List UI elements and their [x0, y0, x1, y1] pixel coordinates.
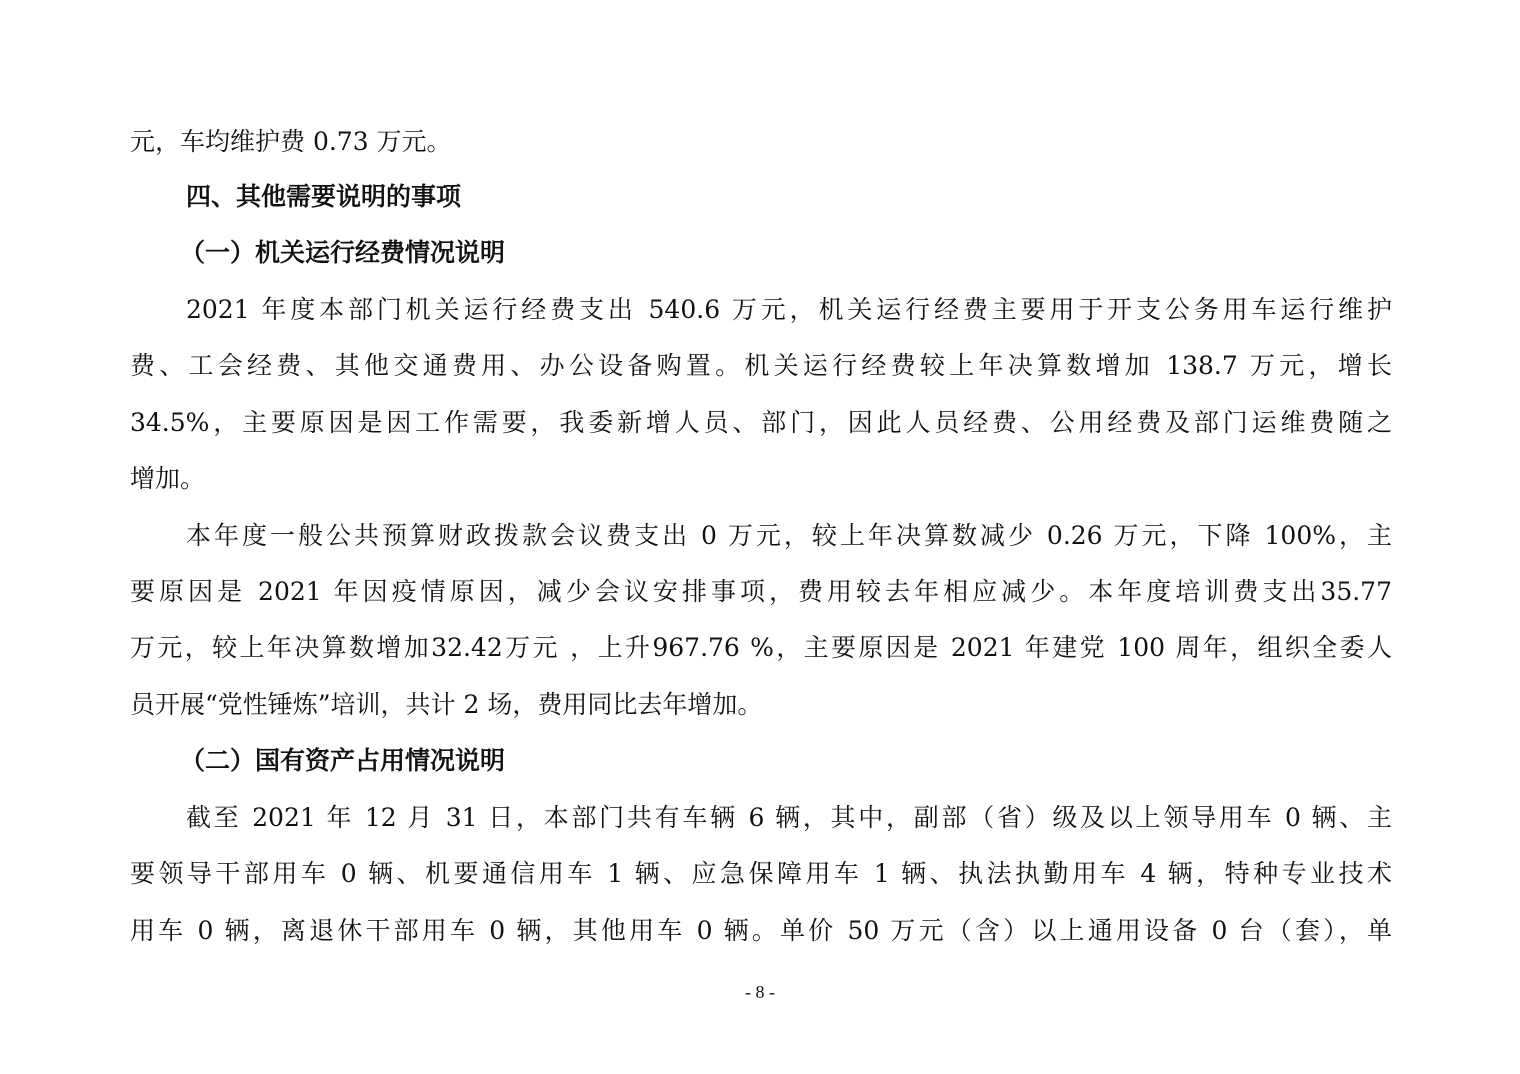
paragraph-line: 34.5%，主要原因是因工作需要，我委新增人员、部门，因此人员经费、公用经费及部门运维费随之: [130, 408, 1392, 437]
paragraph-line: 增加。: [130, 464, 206, 493]
page-number: - 8 -: [745, 982, 775, 1002]
subsection-heading: （二）国有资产占用情况说明: [180, 746, 506, 775]
paragraph-line: 要领导干部用车 0 辆、机要通信用车 1 辆、应急保障用车 1 辆、执法执勤用车 4 辆，特种专业技术: [130, 859, 1392, 888]
paragraph-line: 用车 0 辆，离退休干部用车 0 辆，其他用车 0 辆。单价 50 万元（含）以上通用设备 0 台（套），单: [130, 916, 1392, 945]
paragraph-line: 本年度一般公共预算财政拨款会议费支出 0 万元，较上年决算数减少 0.26 万元，下降 100%，主: [186, 521, 1392, 550]
paragraph-line: 万元，较上年决算数增加32.42万元 ，上升967.76 %，主要原因是 2021 年建党 100 周年，组织全委人: [130, 633, 1392, 662]
paragraph-line: 员开展“党性锤炼”培训，共计 2 场，费用同比去年增加。: [130, 690, 763, 719]
paragraph-line: 要原因是 2021 年因疫情原因，减少会议安排事项，费用较去年相应减少。本年度培训费支出35.77: [130, 577, 1392, 606]
paragraph-line: 截至 2021 年 12 月 31 日，本部门共有车辆 6 辆，其中，副部（省）级及以上领导用车 0 辆、主: [186, 803, 1392, 832]
paragraph-line: 费、工会经费、其他交通费用、办公设备购置。机关运行经费较上年决算数增加 138.7 万元，增长: [130, 351, 1392, 380]
paragraph-line: 2021 年度本部门机关运行经费支出 540.6 万元，机关运行经费主要用于开支公务用车运行维护: [186, 295, 1392, 324]
section-heading: 四、其他需要说明的事项: [186, 182, 462, 211]
paragraph-line: 元，车均维护费 0.73 万元。: [130, 127, 452, 156]
subsection-heading: （一）机关运行经费情况说明: [180, 238, 506, 267]
